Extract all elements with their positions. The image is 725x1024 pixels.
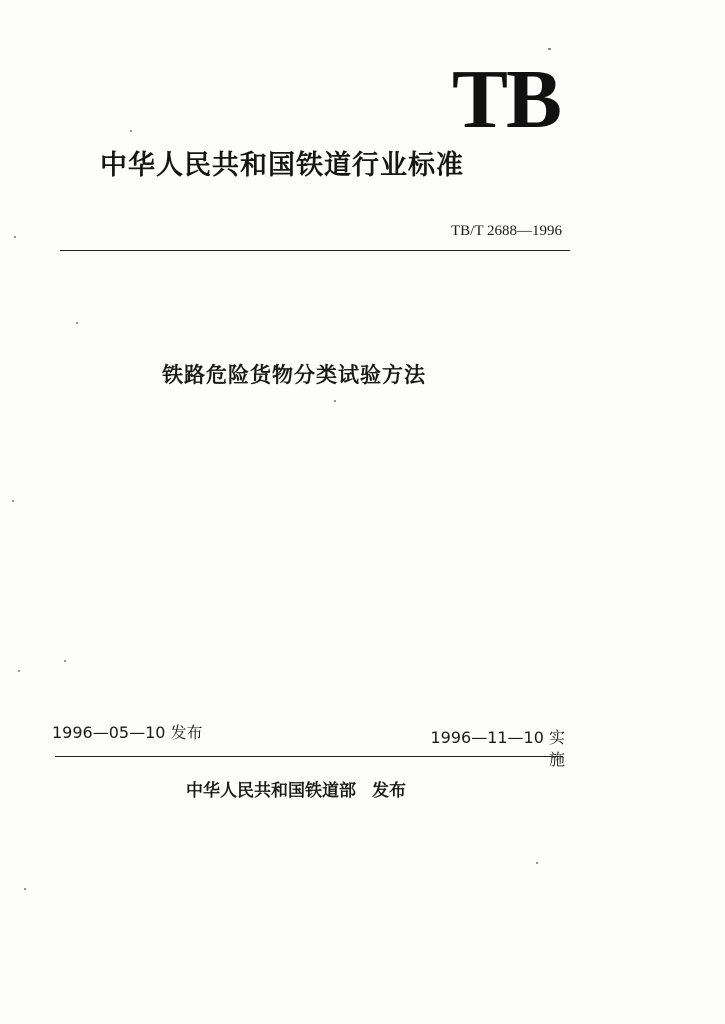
implement-date: 1996—11—10 实施 [430, 728, 565, 769]
scan-speck [12, 500, 14, 502]
scan-speck [548, 48, 551, 50]
scan-speck [64, 660, 66, 662]
issuer-line [186, 779, 406, 803]
header-divider [60, 250, 570, 251]
scan-speck [334, 400, 336, 402]
standard-organization: 中华人民共和国铁道行业标准 [100, 150, 464, 181]
footer-divider [55, 756, 563, 757]
scan-speck [18, 670, 20, 672]
publish-date: 1996—05—10 发布 [52, 723, 203, 742]
scan-speck [130, 130, 132, 132]
standard-code: TB/T 2688—1996 [451, 223, 562, 239]
issuer-action: 发布 [372, 781, 406, 801]
scan-speck [76, 322, 78, 324]
scan-speck [536, 862, 538, 864]
scan-speck [24, 888, 26, 890]
document-title: 铁路危险货物分类试验方法 [162, 363, 426, 387]
tb-logo: TB [452, 53, 561, 146]
issuer-name: 中华人民共和国铁道部 [186, 781, 356, 801]
scan-speck [14, 236, 16, 238]
